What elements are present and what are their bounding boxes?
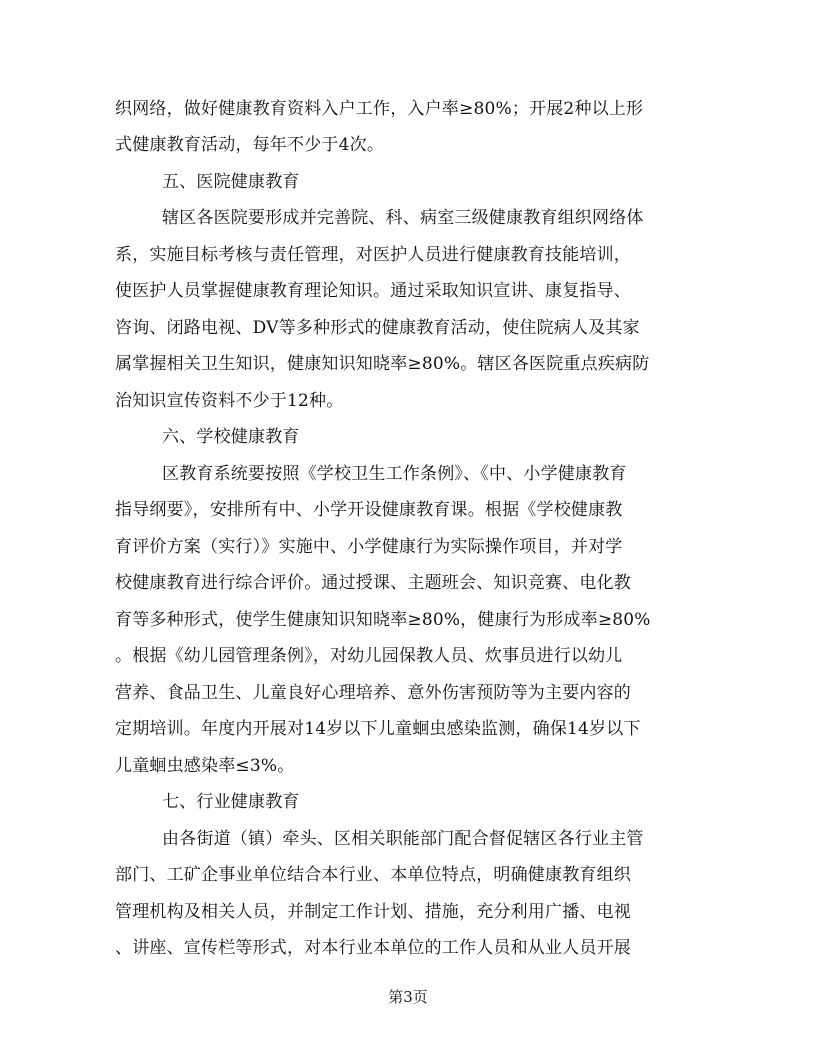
body-text-line: 治知识宣传资料不少于12种。 — [115, 391, 344, 411]
paragraph-first-line: 区教育系统要按照《学校卫生工作条例》、《中、小学健康教育 — [162, 464, 627, 484]
section-heading: 五、医院健康教育 — [162, 172, 300, 192]
body-text-line: 育评价方案（实行）》实施中、小学健康行为实际操作项目，并对学 — [115, 537, 623, 557]
paragraph-first-line: 辖区各医院要形成并完善院、科、病室三级健康教育组织网络体 — [162, 208, 644, 228]
body-text-line: 儿童蛔虫感染率≤3%。 — [115, 756, 295, 776]
body-text-line: 属掌握相关卫生知识，健康知识知晓率≥80%。辖区各医院重点疾病防 — [115, 354, 650, 374]
body-text-line: 系，实施目标考核与责任管理，对医护人员进行健康教育技能培训， — [115, 245, 631, 265]
body-text-line: 指导纲要》，安排所有中、小学开设健康教育课。根据《学校健康教 — [115, 500, 623, 520]
body-text-line: 织网络，做好健康教育资料入户工作，入户率≥80%；开展2种以上形 — [115, 99, 644, 119]
body-text-line: 管理机构及相关人员，并制定工作计划、措施，充分利用广播、电视 — [115, 902, 631, 922]
body-text-line: 部门、工矿企事业单位结合本行业、本单位特点，明确健康教育组织 — [115, 865, 631, 885]
body-text-line: 校健康教育进行综合评价。通过授课、主题班会、知识竞赛、电化教 — [115, 573, 631, 593]
paragraph-first-line: 由各街道（镇）牵头、区相关职能部门配合督促辖区各行业主管 — [162, 829, 644, 849]
body-text-line: 定期培训。年度内开展对14岁以下儿童蛔虫感染监测，确保14岁以下 — [115, 719, 641, 739]
body-text-line: 咨询、闭路电视、DV等多种形式的健康教育活动，使住院病人及其家 — [115, 318, 640, 338]
body-text-line: 育等多种形式，使学生健康知识知晓率≥80%，健康行为形成率≥80% — [115, 610, 651, 630]
body-text-line: 。根据《幼儿园管理条例》，对幼儿园保教人员、炊事员进行以幼儿 — [115, 646, 623, 666]
body-text-line: 式健康教育活动，每年不少于4次。 — [115, 135, 385, 155]
body-text-line: 、讲座、宣传栏等形式，对本行业本单位的工作人员和从业人员开展 — [115, 938, 631, 958]
page-number: 第3页 — [388, 988, 428, 1006]
body-text-line: 营养、食品卫生、儿童良好心理培养、意外伤害预防等为主要内容的 — [115, 683, 631, 703]
body-text-line: 使医护人员掌握健康教育理论知识。通过采取知识宣讲、康复指导、 — [115, 281, 631, 301]
section-heading: 六、学校健康教育 — [162, 427, 300, 447]
section-heading: 七、行业健康教育 — [162, 792, 300, 812]
